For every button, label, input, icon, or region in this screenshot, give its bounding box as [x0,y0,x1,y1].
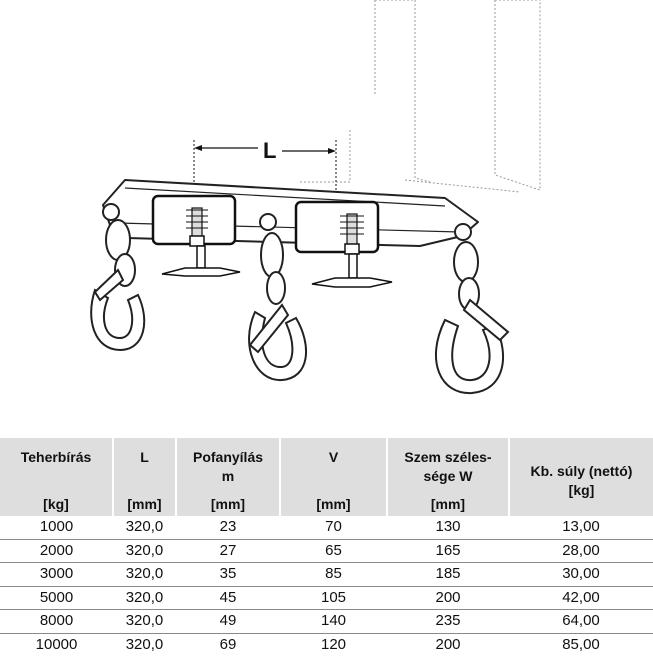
table-cell: 8000 [0,610,113,634]
table-row [0,610,653,634]
hook-right [436,224,508,393]
forklift-forks-outline [300,0,540,192]
specification-table [0,438,653,656]
dimension-l-label: L [263,138,277,163]
table-cell: 85,00 [509,633,653,656]
table-row [0,586,653,610]
table-cell: 130 [435,518,461,536]
table-cell: 320,0 [113,539,176,563]
table-cell: 320,0 [113,633,176,656]
table-cell: 69 [176,633,280,656]
table-cell: 320,0 [113,586,176,610]
col-header-jaw-opening: Pofanyílás m [mm] [176,438,280,516]
table-cell: 3000 [0,563,113,587]
clamp-right [296,202,392,287]
table-cell: 320,0 [125,518,164,536]
table-header-row [0,438,653,516]
table-cell: 64,00 [509,610,653,634]
table-cell: 27 [176,539,280,563]
table-row [0,516,653,539]
table-cell: 1000 [39,518,74,536]
table-cell: 320,0 [113,610,176,634]
table-cell: 165 [387,539,509,563]
table-cell: 235 [387,610,509,634]
clamp-left [153,196,240,276]
col-header-capacity: Teherbírás [kg] [0,438,113,516]
table-row [0,633,653,656]
table-cell: 120 [280,633,387,656]
table-cell: 45 [176,586,280,610]
table-row [0,539,653,563]
table-cell: 185 [387,563,509,587]
table-cell: 30,00 [509,563,653,587]
table-cell: 200 [387,586,509,610]
table-cell: 13,00 [562,518,600,536]
table-cell: 49 [176,610,280,634]
table-cell: 42,00 [509,586,653,610]
table-cell: 65 [280,539,387,563]
col-header-v: V [mm] [280,438,387,516]
table-cell: 70 [325,518,342,536]
col-header-l: L [mm] [113,438,176,516]
table-cell: 320,0 [113,563,176,587]
table-cell: 10000 [0,633,113,656]
table-cell: 140 [280,610,387,634]
table-cell: 105 [280,586,387,610]
table-cell: 85 [280,563,387,587]
table-cell: 35 [176,563,280,587]
col-header-weight: Kb. súly (nettó) [kg] [509,438,653,516]
col-header-eye-width: Szem széles- sége W [mm] [387,438,509,516]
table-cell: 28,00 [509,539,653,563]
table-cell: 2000 [0,539,113,563]
table-cell: 200 [387,633,509,656]
table-cell: 23 [219,518,237,536]
table-cell: 5000 [0,586,113,610]
table-row [0,563,653,587]
